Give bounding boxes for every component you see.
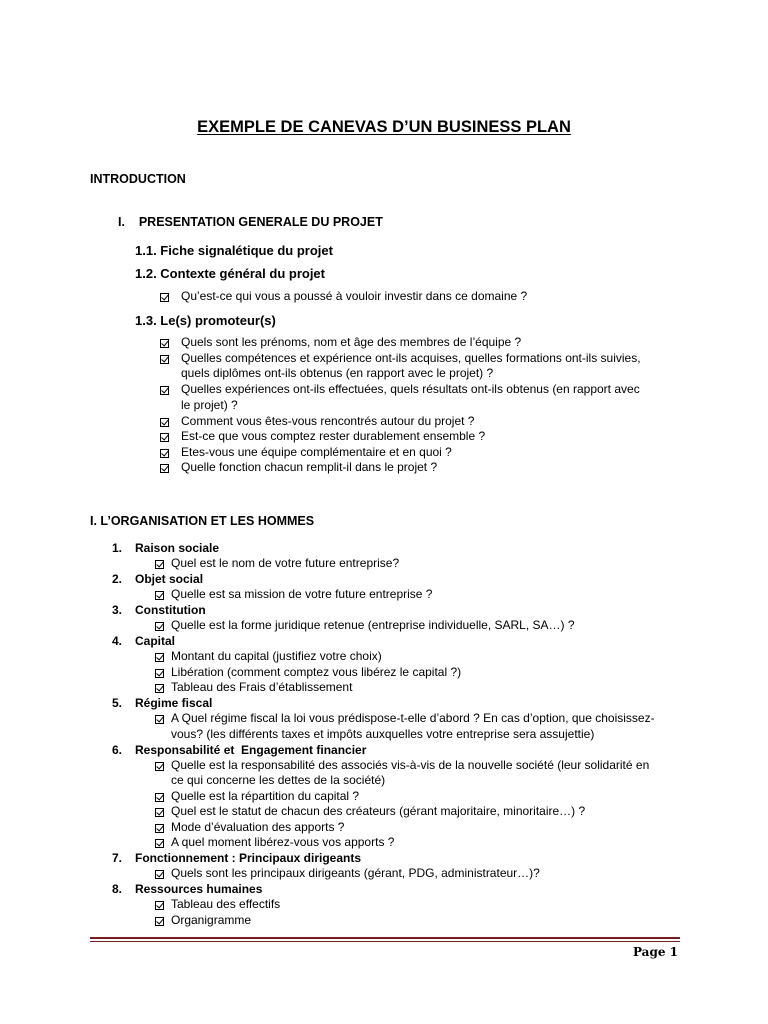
item-number: 7. — [112, 851, 123, 865]
list-item: A quel moment libérez-vous vos apports ? — [171, 835, 395, 849]
checkbox-icon — [160, 293, 169, 302]
item-number: 1. — [112, 541, 123, 555]
checkbox-icon — [160, 449, 169, 458]
checkbox-icon — [160, 418, 169, 427]
section-2-heading: I. L’ORGANISATION ET LES HOMMES — [90, 514, 315, 528]
item-title: Raison sociale — [135, 541, 220, 555]
list-item: Tableau des effectifs — [171, 897, 281, 911]
checkbox-icon — [155, 762, 164, 771]
checkbox-icon — [155, 901, 164, 910]
list-item-continuation: le projet) ? — [181, 398, 238, 412]
checkbox-icon — [155, 793, 164, 802]
document-title: EXEMPLE DE CANEVAS D’UN BUSINESS PLAN — [197, 118, 571, 136]
checkbox-icon — [155, 824, 164, 833]
item-title: Capital — [135, 634, 176, 648]
list-item: Libération (comment comptez vous libérez le capital ?) — [171, 665, 462, 679]
list-item: Etes-vous une équipe complémentaire et en quoi ? — [181, 445, 452, 459]
list-item-continuation: vous? (les différents taxes et impôts auxquelles votre entreprise sera assujettie) — [171, 727, 595, 741]
checkbox-icon — [155, 653, 164, 662]
footer-rule-thin — [90, 941, 680, 942]
item-number: 5. — [112, 696, 123, 710]
item-title: Ressources humaines — [135, 882, 263, 896]
list-item: Quel est le nom de votre future entreprise? — [171, 556, 400, 570]
checkbox-icon — [155, 839, 164, 848]
footer-rule — [90, 937, 680, 939]
item-number: 2. — [112, 572, 123, 586]
item-number: 3. — [112, 603, 123, 617]
checkbox-icon — [155, 808, 164, 817]
list-item: A Quel régime fiscal la loi vous prédispose-t-elle d’abord ? En cas d’option, que choisissez- — [171, 711, 655, 725]
list-item: Quelle est la répartition du capital ? — [171, 789, 360, 803]
item-number: 6. — [112, 743, 123, 757]
list-item: Quelles compétences et expérience ont-ils acquises, quelles formations ont-ils suivies, — [181, 351, 641, 365]
subsection-1-1: 1.1. Fiche signalétique du projet — [135, 243, 333, 258]
item-title: Objet social — [135, 572, 204, 586]
subsection-1-3: 1.3. Le(s) promoteur(s) — [135, 313, 276, 328]
list-item: Quelles expériences ont-ils effectuées, quels résultats ont-ils obtenus (en rapport avec — [181, 382, 640, 396]
subsection-1-2: 1.2. Contexte général du projet — [135, 266, 325, 281]
introduction-heading: INTRODUCTION — [90, 172, 186, 186]
list-item-continuation: ce qui concerne les dettes de la société) — [171, 773, 386, 787]
list-item: Qu’est-ce qui vous a poussé à vouloir investir dans ce domaine ? — [181, 289, 528, 303]
list-item: Quelle fonction chacun remplit-il dans le projet ? — [181, 460, 438, 474]
list-item: Quelle est sa mission de votre future entreprise ? — [171, 587, 433, 601]
page-number: Page 1 — [632, 945, 678, 959]
list-item: Quels sont les principaux dirigeants (gérant, PDG, administrateur…)? — [171, 866, 540, 880]
checkbox-icon — [155, 684, 164, 693]
checkbox-icon — [160, 464, 169, 473]
item-title: Responsabilité et Engagement financier — [135, 743, 367, 757]
checkbox-icon — [160, 433, 169, 442]
item-title: Constitution — [135, 603, 206, 617]
item-number: 8. — [112, 882, 123, 896]
list-item: Montant du capital (justifiez votre choix) — [171, 649, 382, 663]
item-title: Fonctionnement : Principaux dirigeants — [135, 851, 362, 865]
list-item: Tableau des Frais d’établissement — [171, 680, 353, 694]
list-item: Quelle est la responsabilité des associés vis-à-vis de la nouvelle société (leur solidarité en — [171, 758, 650, 772]
list-item: Organigramme — [171, 913, 252, 927]
list-item: Quelle est la forme juridique retenue (entreprise individuelle, SARL, SA…) ? — [171, 618, 575, 632]
list-item: Mode d’évaluation des apports ? — [171, 820, 345, 834]
list-item: Est-ce que vous comptez rester durablement ensemble ? — [181, 429, 486, 443]
checkbox-icon — [160, 355, 169, 364]
checkbox-icon — [155, 560, 164, 569]
checkbox-icon — [155, 622, 164, 631]
item-title: Régime fiscal — [135, 696, 213, 710]
list-item: Comment vous êtes-vous rencontrés autour du projet ? — [181, 414, 475, 428]
checkbox-icon — [155, 870, 164, 879]
checkbox-icon — [155, 591, 164, 600]
checkbox-icon — [160, 339, 169, 348]
checkbox-icon — [160, 386, 169, 395]
list-item: Quels sont les prénoms, nom et âge des membres de l’équipe ? — [181, 335, 522, 349]
checkbox-icon — [155, 715, 164, 724]
list-item-continuation: quels diplômes ont-ils obtenus (en rapport avec le projet) ? — [181, 366, 494, 380]
checkbox-icon — [155, 669, 164, 678]
section-1-heading: I. PRESENTATION GENERALE DU PROJET — [118, 215, 383, 229]
item-number: 4. — [112, 634, 123, 648]
list-item: Quel est le statut de chacun des créateurs (gérant majoritaire, minoritaire…) ? — [171, 804, 586, 818]
checkbox-icon — [155, 917, 164, 926]
